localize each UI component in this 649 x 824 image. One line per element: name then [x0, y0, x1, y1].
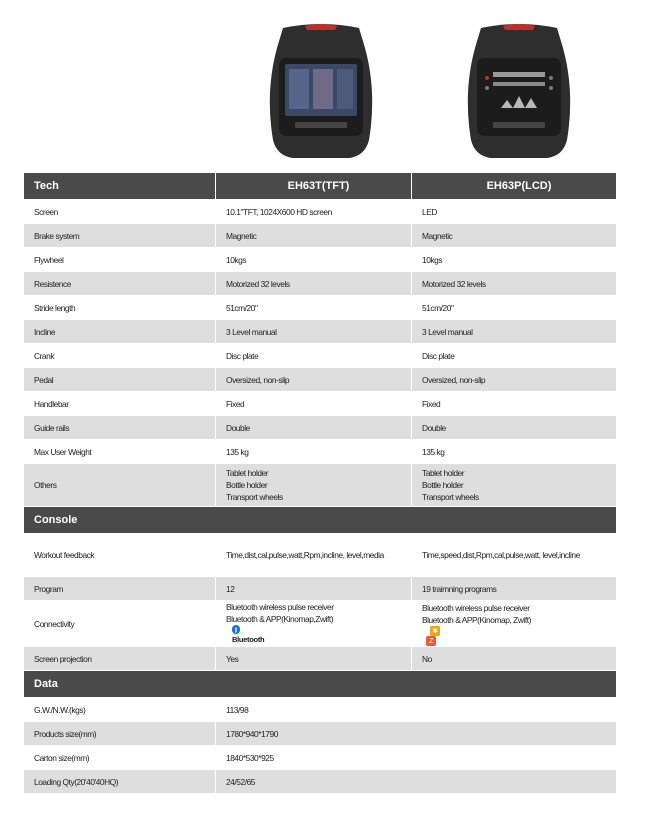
section-title: Data — [24, 671, 616, 698]
row-label: Incline — [24, 320, 215, 344]
row-label: Screen projection — [24, 647, 215, 671]
table-row — [24, 200, 616, 224]
tft-value: 135 kg — [215, 440, 411, 464]
lcd-console-image — [463, 22, 575, 160]
tft-value: Fixed — [215, 392, 411, 416]
list-item — [422, 614, 616, 646]
shared-value: 113/98 — [215, 698, 616, 722]
row-label: Guide rails — [24, 416, 215, 440]
tft-value: Disc plate — [215, 344, 411, 368]
row-label: Products size(mm) — [24, 722, 215, 746]
tft-console-image — [265, 22, 377, 160]
lcd-value: 51cm/20" — [411, 296, 616, 320]
lcd-value: Disc plate — [411, 344, 616, 368]
tft-connectivity — [215, 601, 411, 647]
list-item: Bottle holder — [422, 480, 464, 490]
zwift-icon: Z — [426, 636, 436, 646]
list-item-text: Bluetooth & APP(Kinomap, Zwift) — [422, 614, 531, 625]
table-row — [24, 746, 616, 770]
lcd-value: Time,speed,dist,Rpm,cal,pulse,watt, level,incline — [411, 534, 616, 577]
kinomap-icon: ✱ — [430, 626, 440, 636]
model-lcd-header: EH63P(LCD) — [411, 173, 616, 200]
row-label: Resistence — [24, 272, 215, 296]
row-label: Max User Weight — [24, 440, 215, 464]
row-label: Stride length — [24, 296, 215, 320]
row-label: Carton size(mm) — [24, 746, 215, 770]
row-label: Program — [24, 577, 215, 601]
row-label: Handlebar — [24, 392, 215, 416]
tft-others-list — [215, 464, 411, 507]
table-row — [24, 577, 616, 601]
tft-value: 10.1"TFT, 1024X600 HD screen — [215, 200, 411, 224]
table-row — [24, 296, 616, 320]
tft-value: Magnetic — [215, 224, 411, 248]
lcd-others-list — [411, 464, 616, 507]
table-row — [24, 698, 616, 722]
tft-value: Double — [215, 416, 411, 440]
bluetooth-badge-label: Bluetooth — [232, 635, 265, 644]
data-section-header — [24, 671, 616, 698]
table-row — [24, 770, 616, 794]
list-item-text: Bluetooth & APP(Kinomap,Zwift) — [226, 614, 334, 624]
row-label: Loading Qty(20'40'40HQ) — [24, 770, 215, 794]
list-item: Transport wheels — [422, 492, 479, 502]
row-label: Others — [24, 464, 215, 507]
row-label: Screen — [24, 200, 215, 224]
table-row — [24, 440, 616, 464]
shared-value: 1780*940*1790 — [215, 722, 616, 746]
lcd-value: 10kgs — [411, 248, 616, 272]
row-label: Workout feedback — [24, 534, 215, 577]
lcd-value: Fixed — [411, 392, 616, 416]
list-item: Tablet holder — [226, 468, 269, 478]
bluetooth-badge — [232, 625, 411, 646]
table-row — [24, 722, 616, 746]
row-label: Flywheel — [24, 248, 215, 272]
lcd-value: 135 kg — [411, 440, 616, 464]
shared-value: 1840*530*925 — [215, 746, 616, 770]
table-row — [24, 392, 616, 416]
row-label: Brake system — [24, 224, 215, 248]
table-row — [24, 601, 616, 647]
list-item: Tablet holder — [422, 468, 465, 478]
tech-header-row — [24, 173, 616, 200]
list-item: Bluetooth wireless pulse receiver — [226, 602, 334, 612]
tech-header: Tech — [24, 173, 215, 200]
lcd-value: Double — [411, 416, 616, 440]
row-label: Pedal — [24, 368, 215, 392]
row-label: Crank — [24, 344, 215, 368]
table-row — [24, 368, 616, 392]
list-item: Bluetooth wireless pulse receiver — [422, 602, 530, 613]
tft-value: Motorized 32 levels — [215, 272, 411, 296]
tft-value: 12 — [215, 577, 411, 601]
others-row — [24, 464, 616, 507]
row-label: Connectivity — [24, 601, 215, 647]
table-row — [24, 344, 616, 368]
table-row — [24, 248, 616, 272]
table-row — [24, 534, 616, 577]
lcd-value: 19 traimning programs — [411, 577, 616, 601]
section-title: Console — [24, 507, 616, 534]
tft-value: Oversized, non-slip — [215, 368, 411, 392]
model-tft-header: EH63T(TFT) — [215, 173, 411, 200]
console-images — [0, 0, 649, 170]
lcd-value: No — [411, 647, 616, 671]
console-section-header — [24, 507, 616, 534]
tft-value: 10kgs — [215, 248, 411, 272]
lcd-value: Oversized, non-slip — [411, 368, 616, 392]
lcd-value: Motorized 32 levels — [411, 272, 616, 296]
table-row — [24, 272, 616, 296]
spec-table — [24, 173, 616, 794]
table-row — [24, 320, 616, 344]
table-row — [24, 416, 616, 440]
list-item — [226, 613, 411, 646]
lcd-value: Magnetic — [411, 224, 616, 248]
shared-value: 24/52/65 — [215, 770, 616, 794]
tft-value: Time,dist,cal,pulse,watt,Rpm,incline, level,media — [215, 534, 411, 577]
tft-value: 51cm/20" — [215, 296, 411, 320]
list-item: Transport wheels — [226, 492, 283, 502]
list-item: Bottle holder — [226, 480, 268, 490]
lcd-connectivity — [411, 601, 616, 647]
table-row — [24, 647, 616, 671]
tft-value: Yes — [215, 647, 411, 671]
tft-value: 3 Level manual — [215, 320, 411, 344]
lcd-value: LED — [411, 200, 616, 224]
table-row — [24, 224, 616, 248]
bluetooth-icon: ᛒ — [232, 625, 240, 634]
row-label: G.W./N.W.(kgs) — [24, 698, 215, 722]
lcd-value: 3 Level manual — [411, 320, 616, 344]
